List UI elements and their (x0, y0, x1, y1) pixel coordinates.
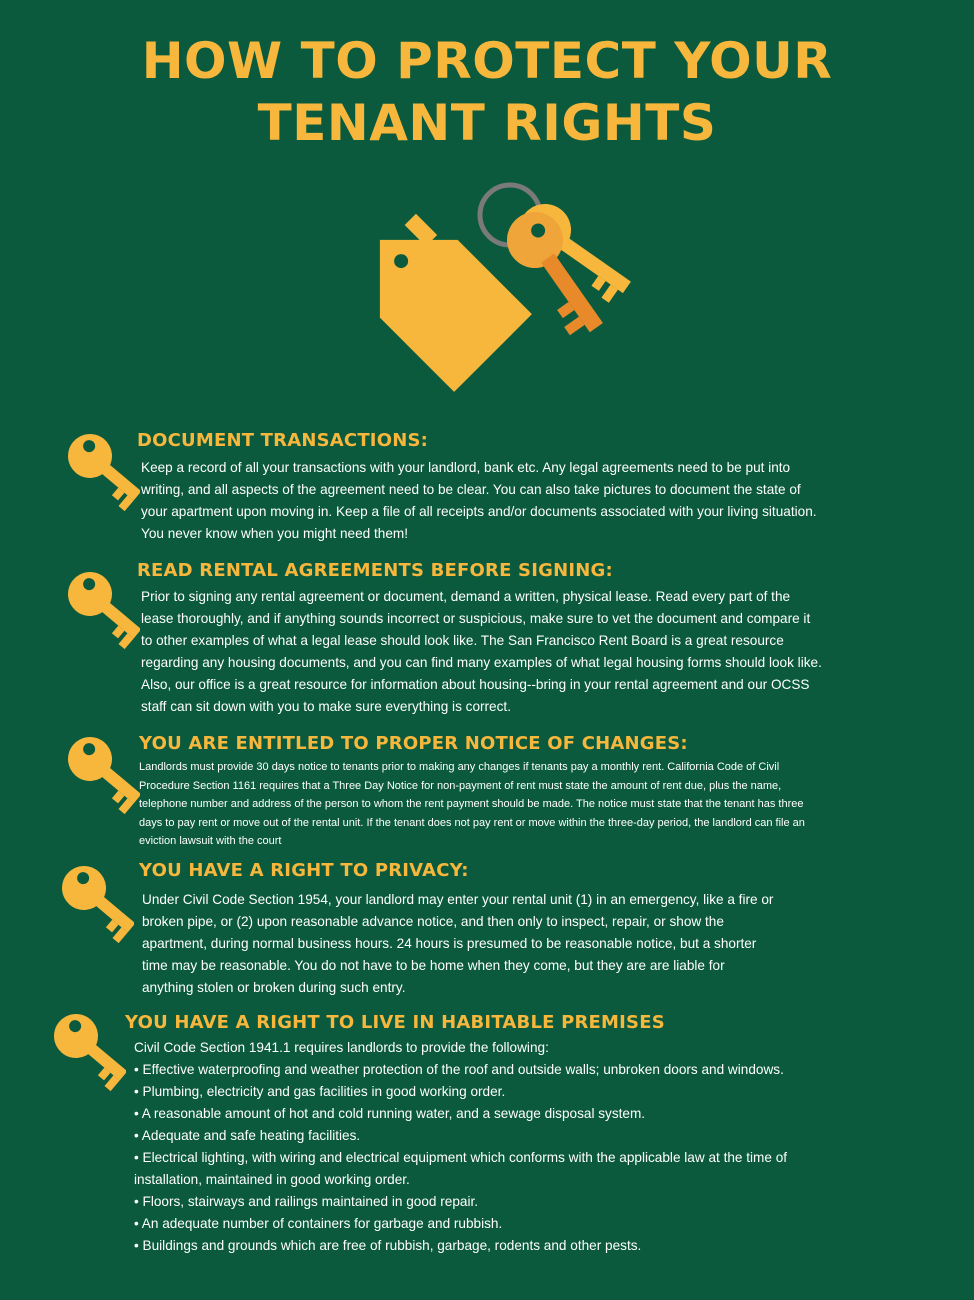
section-body: Landlords must provide 30 days notice to tenants prior to making any changes if tenants pay a monthly rent. California Code of Civil Procedure Section 1161 requires that a Three Day Notice for non-payment of rent must state the amount of rent due, plus the name, telephone number and address of the person to whom the rent payment should be made. The notice must state that the tenant has three days to pay rent or move out of the rental unit. If the tenant does not pay rent or move within the three-day period, the landlord can file an eviction lawsuit with the court (139, 761, 805, 848)
section-body: Under Civil Code Section 1954, your landlord may enter your rental unit (1) in an emergency, like a fire or broken pipe, or (2) upon reasonable advance notice, and then only to inspect, repair, or show the apartment, during normal business hours. 24 hours is presumed to be reasonable notice, but a shorter time may be reasonable. You do not have to be home when they come, but they are are liable for anything stolen or broken during such entry. (142, 892, 774, 995)
key-icon (62, 568, 140, 650)
section-heading: YOU HAVE A RIGHT TO PRIVACY: (139, 860, 469, 881)
title-line-2: TENANT RIGHTS (257, 94, 717, 152)
section-body: Prior to signing any rental agreement or document, demand a written, physical lease. Read every part of the lease thoroughly, and if anything sounds incorrect or suspicious, make sure to vet the document and compare it to other examples of what a legal lease should look like. The San Francisco Rent Board is a great resource regarding any housing documents, and you can find many examples of what legal housing forms should look like. Also, our office is a great resource for information about housing--bring in your rental agreement and our OCSS staff can sit down with you to make sure everything is correct. (141, 589, 822, 714)
habitability-item: • Effective waterproofing and weather protection of the roof and outside walls; unbroken doors and windows. (134, 1062, 784, 1077)
key-icon (62, 733, 140, 815)
habitability-item: • Adequate and safe heating facilities. (134, 1128, 361, 1143)
key-icon (56, 862, 134, 944)
habitability-item: • Plumbing, electricity and gas facilities in good working order. (134, 1084, 506, 1099)
habitability-item: • Buildings and grounds which are free of rubbish, garbage, rodents and other pests. (134, 1238, 642, 1253)
section-heading: YOU ARE ENTITLED TO PROPER NOTICE OF CHANGES: (139, 733, 688, 754)
habitability-intro: Civil Code Section 1941.1 requires landlords to provide the following: (134, 1040, 549, 1055)
house-keychain-icon (300, 175, 680, 425)
page-title (0, 30, 974, 154)
key-icon (62, 430, 140, 512)
section-heading: YOU HAVE A RIGHT TO LIVE IN HABITABLE PREMISES (125, 1012, 665, 1033)
section-heading: DOCUMENT TRANSACTIONS: (137, 430, 429, 451)
section-heading: READ RENTAL AGREEMENTS BEFORE SIGNING: (137, 560, 613, 581)
section-body: Keep a record of all your transactions with your landlord, bank etc. Any legal agreements need to be put into writing, and all aspects of the agreement need to be clear. You can also take pictures to document the state of your apartment upon moving in. Keep a file of all receipts and/or documents associated with your living situation. You never know when you might need them! (141, 460, 817, 541)
section-body (134, 1037, 820, 1257)
habitability-item: • Floors, stairways and railings maintained in good repair. (134, 1194, 479, 1209)
habitability-item: • An adequate number of containers for garbage and rubbish. (134, 1216, 503, 1231)
title-line-1: HOW TO PROTECT YOUR (141, 32, 833, 90)
key-icon (48, 1010, 126, 1092)
habitability-item: • Electrical lighting, with wiring and electrical equipment which conforms with the applicable law at the time of installation, maintained in good working order. (134, 1150, 788, 1187)
habitability-item: • A reasonable amount of hot and cold running water, and a sewage disposal system. (134, 1106, 646, 1121)
